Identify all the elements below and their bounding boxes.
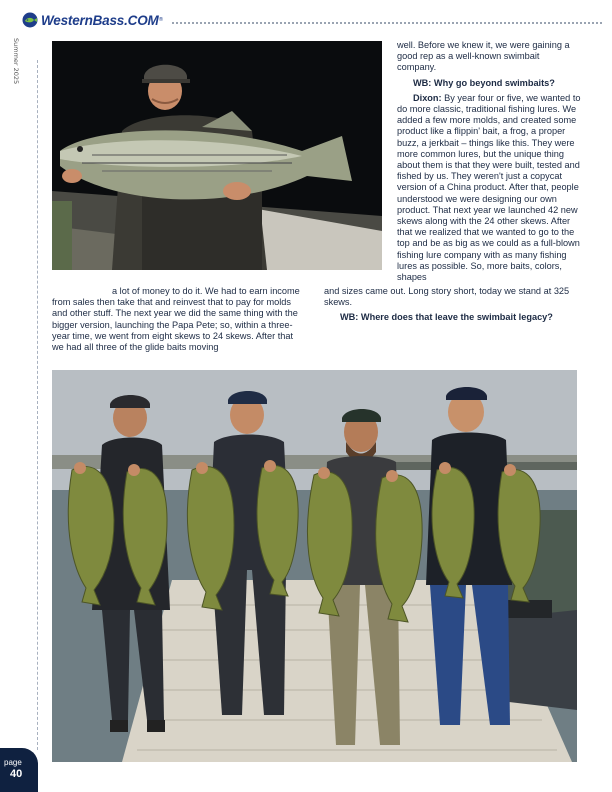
paragraph-left: a lot of money to do it. We had to earn income from sales then take that and reinvest that to pay for molds and other stuff. The next year we did the same thing with the bigger version, launching the Papa Pete; so, within a three-year time, we went from eight skews to 24 skews. After that we had all three of the glide baits moving: [52, 286, 300, 353]
issue-label: [10, 38, 24, 98]
folio-label: page: [4, 758, 22, 767]
fish-logo-icon: [22, 12, 38, 28]
page-number: 40: [10, 768, 23, 780]
paragraph-intro: well. Before we knew it, we were gaining a good rep as a well-known swimbait company.: [397, 40, 570, 73]
logo-text: WesternBass.COM: [41, 12, 159, 28]
paragraph-continue: and sizes came out. Long story short, today we stand at 325 skews.: [324, 286, 570, 308]
question-2: WB: Where does that leave the swimbait legacy?: [340, 312, 553, 323]
answer-1-speaker: Dixon:: [413, 92, 442, 103]
photo-angler-striped-bass: [52, 41, 382, 270]
answer-1: [397, 93, 581, 283]
article-column-right: [397, 40, 581, 283]
site-logo[interactable]: [22, 9, 164, 31]
page-folio: [0, 748, 38, 792]
header-divider: [172, 22, 602, 24]
question-1: WB: Why go beyond swimbaits?: [413, 77, 555, 88]
photo-four-anglers-bass: [52, 370, 577, 762]
logo-registered-mark: ®: [158, 17, 164, 23]
issue-text: Summer 2025: [12, 38, 20, 85]
answer-1-text: By year four or five, we wanted to do more classic, traditional fishing lures. We added a few more molds, and created some product like a flippin' bait, a frog, a proper buzz, a jerkbait – things like this. They were more common lures, but the unique thing about them is that they were built, tested and fished by us. They weren't just a copycat version of a China product. After that, people understood we were designing our own product. That next year we launched 42 new skews along with the 24 other skews. After that we realized that we wanted to go to the top and be as big as we could as a full-blown fishing lure company with as many fishing lures as possible. So, more baits, colors, shapes: [397, 92, 581, 283]
article-column-mid: [324, 286, 582, 324]
margin-rule: [37, 60, 38, 750]
article-column-left: [52, 286, 300, 353]
